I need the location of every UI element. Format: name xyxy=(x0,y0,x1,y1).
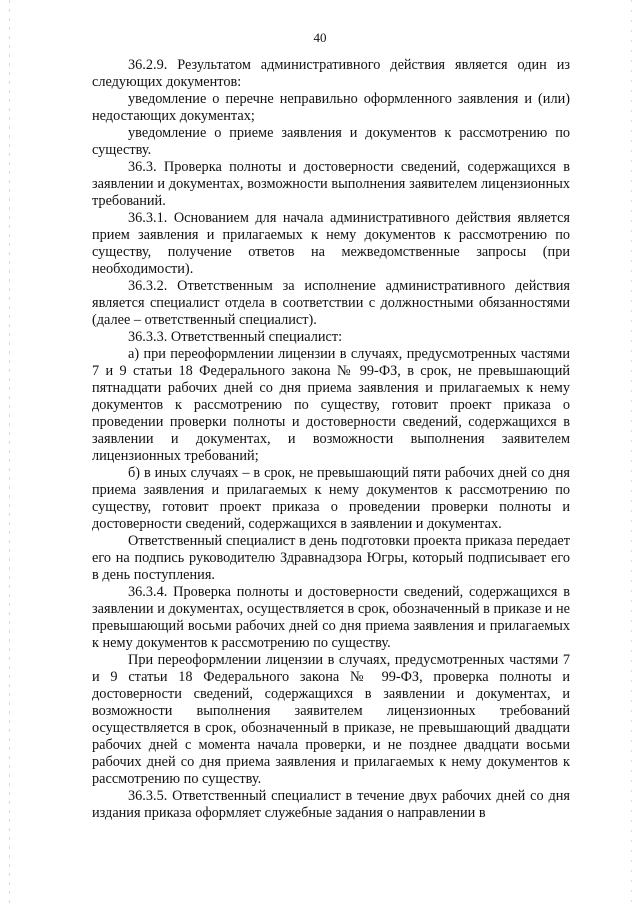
scan-edge-right xyxy=(631,0,632,905)
paragraph-36-2-9: 36.2.9. Результатом административного действия является один из следующих документов: xyxy=(92,57,570,90)
scan-edge-left xyxy=(9,0,10,905)
paragraph-36-3-4: 36.3.4. Проверка полноты и достоверности сведений, содержащихся в заявлении и документах, осуществляется в срок, обозначенный в приказе и не превышающий восьми рабочих дней со дня приема заявления и прилагаемых к нему документов к рассмотрению по существу. xyxy=(92,584,570,651)
paragraph-item-a: а) при переоформлении лицензии в случаях, предусмотренных частями 7 и 9 статьи 18 Федерального закона № 99-ФЗ, в срок, не превышающий пятнадцати рабочих дней со дня приема заявления и прилагаемых к нему документов к рассмотрению по существу, готовит проект приказа о проведении проверки полноты и достоверности сведений, содержащихся в заявлении и документах, и возможности выполнения заявителем лицензионных требований; xyxy=(92,346,570,464)
paragraph-36-3-5: 36.3.5. Ответственный специалист в течение двух рабочих дней со дня издания приказа оформляет служебные задания о направлении в xyxy=(92,788,570,821)
paragraph-item-b: б) в иных случаях – в срок, не превышающий пяти рабочих дней со дня приема заявления и прилагаемых к нему документов к рассмотрению по существу, готовит проект приказа о проведении проверки полноты и достоверности сведений, содержащихся в заявлении и документах. xyxy=(92,465,570,532)
paragraph-36-3-1: 36.3.1. Основанием для начала административного действия является прием заявления и прилагаемых к нему документов к рассмотрению по существу, получение ответов на межведомственные запросы (при необходимости). xyxy=(92,210,570,277)
paragraph-signing: Ответственный специалист в день подготовки проекта приказа передает его на подпись руководителю Здравнадзора Югры, который подписывает его в день поступления. xyxy=(92,533,570,583)
paragraph-36-3-3: 36.3.3. Ответственный специалист: xyxy=(128,329,343,345)
paragraph-notice-incorrect: уведомление о перечне неправильно оформленного заявления и (или) недостающих документах; xyxy=(92,91,570,124)
paragraph-reissue-check: При переоформлении лицензии в случаях, предусмотренных частями 7 и 9 статьи 18 Федерального закона № 99-ФЗ, проверка полноты и достоверности сведений, содержащихся в заявлении и документах, и возможности выполнения заявителем лицензионных требований осуществляется в срок, обозначенный в приказе, не превышающий двадцати рабочих дней с момента начала проверки, и не позднее двадцати восьми рабочих дней со дня приема заявления и прилагаемых к нему документов к рассмотрению по существу. xyxy=(92,652,570,787)
paragraph-notice-accepted: уведомление о приеме заявления и документов к рассмотрению по существу. xyxy=(92,125,570,158)
document-body xyxy=(92,57,570,822)
paragraph-36-3-2: 36.3.2. Ответственным за исполнение административного действия является специалист отдела в соответствии с должностными обязанностями (далее – ответственный специалист). xyxy=(92,278,570,328)
paragraph-36-3: 36.3. Проверка полноты и достоверности сведений, содержащихся в заявлении и документах, возможности выполнения заявителем лицензионных требований. xyxy=(92,159,570,209)
page-number: 40 xyxy=(313,30,327,45)
